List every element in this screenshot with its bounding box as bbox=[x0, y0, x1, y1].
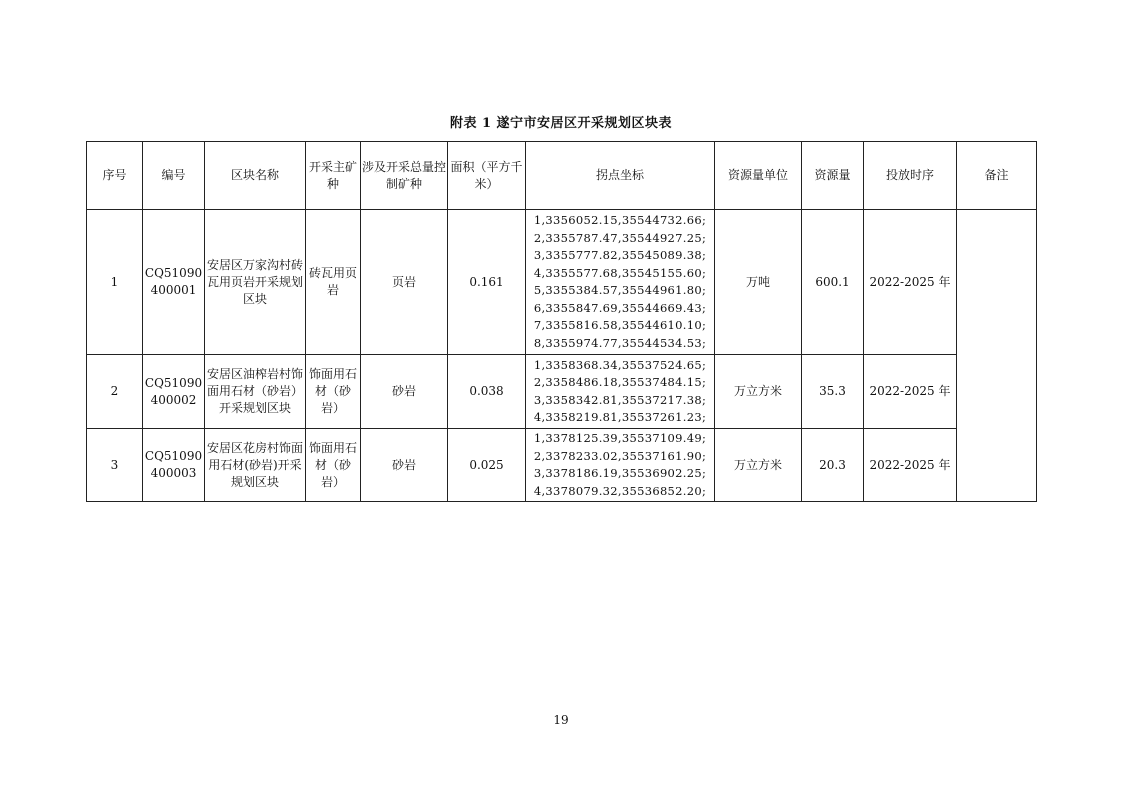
coord-line: 1,3378125.39,35537109.49; bbox=[533, 431, 707, 445]
cell-coords bbox=[526, 210, 715, 355]
cell-code: CQ51090400003 bbox=[143, 429, 205, 502]
coord-line: 1,3358368.34,35537524.65; bbox=[533, 357, 707, 372]
cell-area: 0.025 bbox=[448, 429, 526, 502]
cell-main-mineral: 饰面用石材（砂岩） bbox=[306, 429, 361, 502]
cell-coords bbox=[526, 429, 715, 502]
coord-line: 6,3355847.69,35544669.43; bbox=[533, 300, 707, 315]
cell-period: 2022-2025 年 bbox=[864, 429, 957, 502]
cell-note bbox=[957, 210, 1037, 502]
page-number: 19 bbox=[553, 713, 569, 727]
header-main-mineral: 开采主矿种 bbox=[306, 142, 361, 210]
coord-line: 1,3356052.15,35544732.66; bbox=[533, 213, 707, 227]
header-name: 区块名称 bbox=[205, 142, 306, 210]
cell-coords bbox=[526, 355, 715, 429]
cell-unit: 万吨 bbox=[715, 210, 802, 355]
coord-line: 8,3355974.77,35544534.53; bbox=[533, 335, 707, 350]
coord-line: 2,3378233.02,35537161.90; bbox=[533, 448, 707, 463]
table-row bbox=[87, 210, 1037, 355]
cell-main-mineral: 砖瓦用页岩 bbox=[306, 210, 361, 355]
cell-amount: 20.3 bbox=[802, 429, 864, 502]
cell-code: CQ51090400002 bbox=[143, 355, 205, 429]
header-period: 投放时序 bbox=[864, 142, 957, 210]
table-header-row bbox=[87, 142, 1037, 210]
header-note: 备注 bbox=[957, 142, 1037, 210]
coord-line: 2,3355787.47,35544927.25; bbox=[533, 230, 707, 245]
mining-blocks-table bbox=[86, 141, 1037, 502]
header-control-mineral: 涉及开采总量控制矿种 bbox=[361, 142, 448, 210]
cell-name: 安居区万家沟村砖瓦用页岩开采规划区块 bbox=[205, 210, 306, 355]
coord-line: 7,3355816.58,35544610.10; bbox=[533, 318, 707, 332]
table-row bbox=[87, 429, 1037, 502]
table-title: 附表 1 遂宁市安居区开采规划区块表 bbox=[449, 116, 673, 131]
coord-line: 4,3355577.68,35545155.60; bbox=[533, 265, 707, 280]
cell-name: 安居区花房村饰面用石材(砂岩)开采规划区块 bbox=[205, 429, 306, 502]
header-area: 面积（平方千米） bbox=[448, 142, 526, 210]
cell-area: 0.161 bbox=[448, 210, 526, 355]
cell-seq: 1 bbox=[87, 210, 143, 355]
cell-amount: 600.1 bbox=[802, 210, 864, 355]
header-amount: 资源量 bbox=[802, 142, 864, 210]
cell-unit: 万立方米 bbox=[715, 429, 802, 502]
coord-line: 4,3378079.32,35536852.20; bbox=[533, 483, 707, 498]
header-unit: 资源量单位 bbox=[715, 142, 802, 210]
cell-seq: 3 bbox=[87, 429, 143, 502]
coord-line: 5,3355384.57,35544961.80; bbox=[533, 283, 707, 297]
header-seq: 序号 bbox=[87, 142, 143, 210]
cell-period: 2022-2025 年 bbox=[864, 210, 957, 355]
cell-period: 2022-2025 年 bbox=[864, 355, 957, 429]
cell-control-mineral: 页岩 bbox=[361, 210, 448, 355]
header-coords: 拐点坐标 bbox=[526, 142, 715, 210]
cell-main-mineral: 饰面用石材（砂岩） bbox=[306, 355, 361, 429]
header-code: 编号 bbox=[143, 142, 205, 210]
coord-line: 3,3378186.19,35536902.25; bbox=[533, 466, 707, 480]
cell-area: 0.038 bbox=[448, 355, 526, 429]
coord-line: 3,3358342.81,35537217.38; bbox=[533, 392, 707, 407]
table-row bbox=[87, 355, 1037, 429]
coord-line: 2,3358486.18,35537484.15; bbox=[533, 375, 707, 389]
cell-unit: 万立方米 bbox=[715, 355, 802, 429]
cell-seq: 2 bbox=[87, 355, 143, 429]
coord-line: 4,3358219.81,35537261.23; bbox=[533, 410, 707, 424]
cell-control-mineral: 砂岩 bbox=[361, 355, 448, 429]
cell-code: CQ51090400001 bbox=[143, 210, 205, 355]
cell-control-mineral: 砂岩 bbox=[361, 429, 448, 502]
coord-line: 3,3355777.82,35545089.38; bbox=[533, 248, 707, 262]
cell-amount: 35.3 bbox=[802, 355, 864, 429]
cell-name: 安居区油榨岩村饰面用石材（砂岩）开采规划区块 bbox=[205, 355, 306, 429]
